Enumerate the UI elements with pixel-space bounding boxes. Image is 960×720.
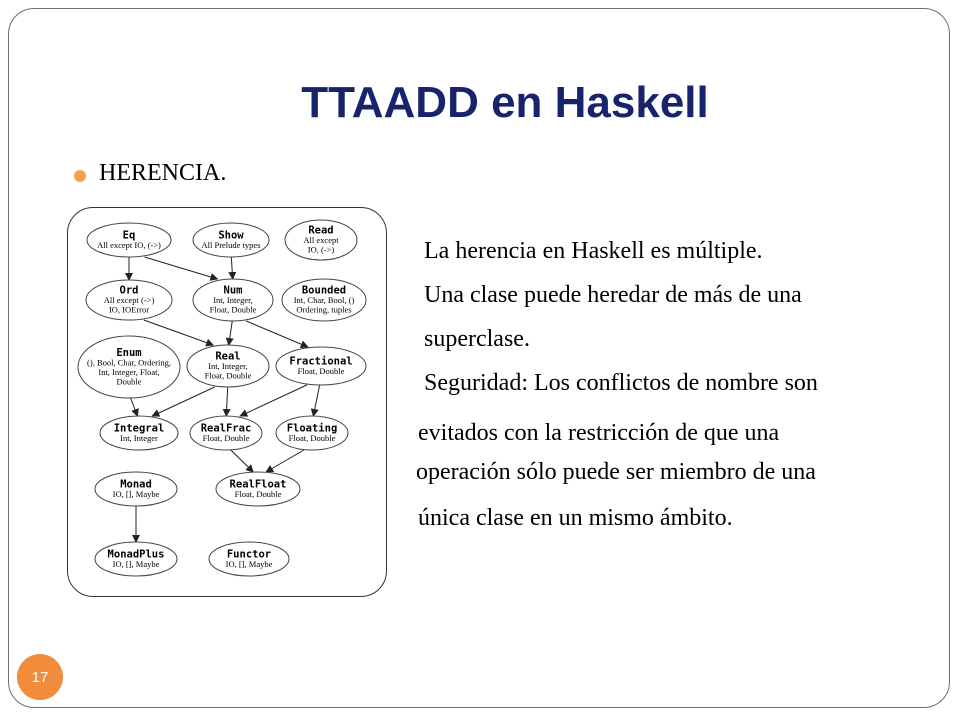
node-eq bbox=[87, 223, 171, 257]
node-ord-line-1: All except (->) bbox=[103, 295, 155, 305]
node-enum-line-3: Double bbox=[116, 376, 142, 387]
node-real-title: Real bbox=[215, 350, 241, 363]
node-bounded bbox=[282, 279, 366, 321]
node-enum-line-1: (), Bool, Char, Ordering, bbox=[87, 357, 171, 368]
node-enum-line-2: Int, Integer, Float, bbox=[98, 366, 160, 377]
paragraph-line-6: operación sólo puede ser miembro de una bbox=[416, 459, 816, 485]
node-floating-line-1: Float, Double bbox=[288, 432, 336, 443]
node-read-title: Read bbox=[308, 224, 334, 237]
node-realfrac bbox=[190, 416, 262, 450]
node-num-title: Num bbox=[223, 284, 243, 297]
class-hierarchy-diagram bbox=[67, 207, 387, 597]
node-bounded-line-2: Ordering, tuples bbox=[296, 304, 352, 315]
node-ord-line-2: IO, IOError bbox=[108, 304, 150, 315]
node-realfloat-title: RealFloat bbox=[229, 478, 287, 491]
node-monad bbox=[95, 472, 177, 506]
node-ord bbox=[86, 280, 172, 320]
node-realfrac-line-1: Float, Double bbox=[202, 432, 250, 443]
edge-realfrac-to-realfloat bbox=[231, 450, 253, 472]
node-read-line-2: IO, (->) bbox=[307, 244, 335, 255]
node-num-line-1: Int, Integer, bbox=[213, 295, 253, 305]
bullet-heading: HERENCIA. bbox=[99, 160, 227, 186]
node-integral-line-1: Int, Integer bbox=[120, 432, 158, 443]
node-show-title: Show bbox=[218, 229, 244, 242]
node-eq-title: Eq bbox=[122, 229, 136, 242]
node-functor-line-1: IO, [], Maybe bbox=[225, 558, 273, 569]
node-functor-title: Functor bbox=[226, 548, 272, 561]
node-show-line-1: All Prelude types bbox=[201, 239, 261, 250]
page-number-badge: 17 bbox=[17, 654, 63, 700]
edge-fractional-to-realfrac bbox=[240, 385, 307, 416]
edge-num-to-fractional bbox=[246, 321, 308, 347]
node-real bbox=[187, 345, 269, 387]
node-num bbox=[193, 279, 273, 321]
node-enum bbox=[78, 336, 180, 398]
edge-real-to-realfrac bbox=[226, 387, 227, 416]
node-ord-title: Ord bbox=[119, 284, 139, 297]
node-monad-title: Monad bbox=[120, 478, 152, 491]
node-realfloat bbox=[216, 472, 300, 506]
node-monadplus-title: MonadPlus bbox=[107, 548, 165, 561]
node-real-line-1: Int, Integer, bbox=[208, 361, 248, 371]
edge-fractional-to-floating bbox=[313, 385, 319, 416]
node-realfrac-title: RealFrac bbox=[200, 422, 252, 435]
node-show bbox=[193, 223, 269, 257]
node-floating-title: Floating bbox=[286, 422, 338, 435]
node-monad-line-1: IO, [], Maybe bbox=[112, 488, 160, 499]
paragraph-line-3: superclase. bbox=[424, 326, 530, 352]
node-integral-title: Integral bbox=[113, 422, 165, 435]
slide-title: TTAADD en Haskell bbox=[301, 78, 709, 127]
edge-enum-to-integral bbox=[131, 398, 138, 416]
paragraph-line-4: Seguridad: Los conflictos de nombre son bbox=[424, 370, 818, 396]
paragraph-line-5: evitados con la restricción de que una bbox=[418, 420, 780, 446]
node-read bbox=[285, 220, 357, 260]
node-read-line-1: All except bbox=[303, 235, 339, 245]
node-num-line-2: Float, Double bbox=[209, 304, 257, 315]
node-real-line-2: Float, Double bbox=[204, 370, 252, 381]
node-monadplus-line-1: IO, [], Maybe bbox=[112, 558, 160, 569]
edge-num-to-real bbox=[229, 321, 233, 345]
node-monadplus bbox=[95, 542, 177, 576]
node-fractional bbox=[276, 347, 366, 385]
node-bounded-title: Bounded bbox=[301, 284, 347, 297]
edge-show-to-num bbox=[231, 257, 232, 279]
bullet-dot-icon bbox=[74, 170, 86, 182]
node-fractional-line-1: Float, Double bbox=[297, 365, 345, 376]
node-bounded-line-1: Int, Char, Bool, () bbox=[293, 295, 355, 305]
node-integral bbox=[100, 416, 178, 450]
edge-floating-to-realfloat bbox=[266, 450, 304, 472]
paragraph-line-1: La herencia en Haskell es múltiple. bbox=[424, 238, 763, 264]
node-realfloat-line-1: Float, Double bbox=[234, 488, 282, 499]
node-floating bbox=[276, 416, 348, 450]
node-functor bbox=[209, 542, 289, 576]
diagram-nodes bbox=[78, 220, 366, 576]
paragraph-line-2: Una clase puede heredar de más de una bbox=[424, 282, 802, 308]
edge-eq-to-num bbox=[145, 257, 218, 279]
node-fractional-title: Fractional bbox=[289, 355, 353, 368]
node-eq-line-1: All except IO, (->) bbox=[97, 239, 161, 250]
node-enum-title: Enum bbox=[116, 346, 142, 359]
paragraph-line-7: única clase en un mismo ámbito. bbox=[418, 505, 733, 531]
